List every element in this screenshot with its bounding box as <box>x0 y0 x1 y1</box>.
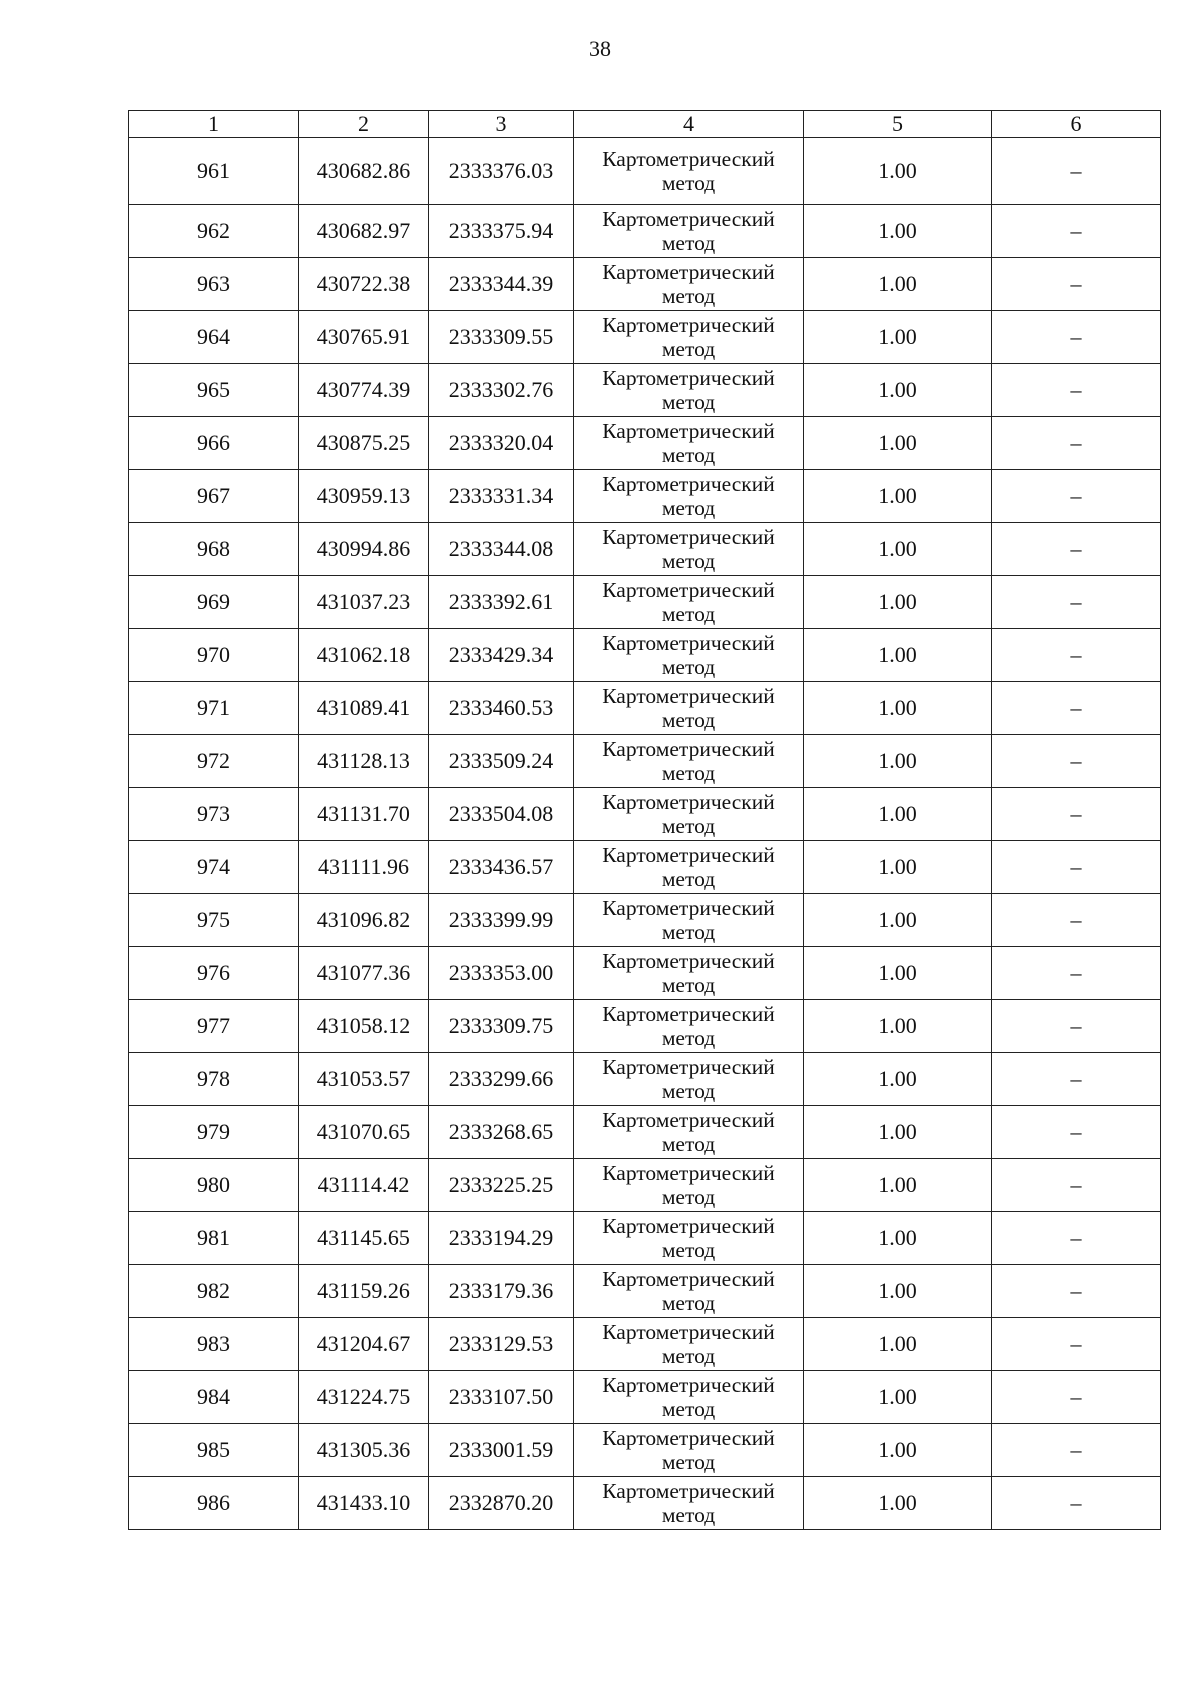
x-coordinate-cell: 431145.65 <box>299 1212 429 1265</box>
y-coordinate-cell: 2332870.20 <box>429 1477 574 1530</box>
note-cell: – <box>992 1159 1161 1212</box>
header-row <box>129 111 1161 138</box>
method-line-1: Картометрический <box>602 313 775 337</box>
x-coordinate-cell: 431053.57 <box>299 1053 429 1106</box>
method-line-2: метод <box>661 337 716 361</box>
header-col-6: 6 <box>992 111 1161 138</box>
table-row <box>129 947 1161 1000</box>
note-cell: – <box>992 1106 1161 1159</box>
method-line-1: Картометрический <box>602 1373 775 1397</box>
method-line-2: метод <box>661 1026 716 1050</box>
y-coordinate-cell: 2333268.65 <box>429 1106 574 1159</box>
method-cell <box>574 1106 804 1159</box>
method-line-2: метод <box>661 390 716 414</box>
accuracy-cell: 1.00 <box>804 1053 992 1106</box>
note-cell: – <box>992 1477 1161 1530</box>
accuracy-cell: 1.00 <box>804 629 992 682</box>
header-col-5: 5 <box>804 111 992 138</box>
method-cell <box>574 311 804 364</box>
point-number-cell: 975 <box>129 894 299 947</box>
y-coordinate-cell: 2333320.04 <box>429 417 574 470</box>
method-line-1: Картометрический <box>602 631 775 655</box>
table-row <box>129 205 1161 258</box>
accuracy-cell: 1.00 <box>804 1106 992 1159</box>
y-coordinate-cell: 2333299.66 <box>429 1053 574 1106</box>
method-line-1: Картометрический <box>602 260 775 284</box>
method-line-1: Картометрический <box>602 1426 775 1450</box>
x-coordinate-cell: 430682.86 <box>299 138 429 205</box>
table-row <box>129 417 1161 470</box>
x-coordinate-cell: 430765.91 <box>299 311 429 364</box>
accuracy-cell: 1.00 <box>804 841 992 894</box>
method-cell <box>574 1159 804 1212</box>
table-row <box>129 788 1161 841</box>
method-cell <box>574 788 804 841</box>
accuracy-cell: 1.00 <box>804 1265 992 1318</box>
note-cell: – <box>992 1212 1161 1265</box>
y-coordinate-cell: 2333460.53 <box>429 682 574 735</box>
accuracy-cell: 1.00 <box>804 576 992 629</box>
method-line-2: метод <box>661 284 716 308</box>
note-cell: – <box>992 841 1161 894</box>
table-row <box>129 523 1161 576</box>
x-coordinate-cell: 431433.10 <box>299 1477 429 1530</box>
method-cell <box>574 894 804 947</box>
x-coordinate-cell: 430959.13 <box>299 470 429 523</box>
x-coordinate-cell: 430994.86 <box>299 523 429 576</box>
method-line-2: метод <box>661 1185 716 1209</box>
table-row <box>129 1053 1161 1106</box>
y-coordinate-cell: 2333344.39 <box>429 258 574 311</box>
table-row <box>129 1265 1161 1318</box>
method-cell <box>574 523 804 576</box>
point-number-cell: 964 <box>129 311 299 364</box>
method-line-2: метод <box>661 973 716 997</box>
x-coordinate-cell: 431089.41 <box>299 682 429 735</box>
method-cell <box>574 947 804 1000</box>
accuracy-cell: 1.00 <box>804 735 992 788</box>
method-cell <box>574 1265 804 1318</box>
note-cell: – <box>992 311 1161 364</box>
table-row <box>129 1318 1161 1371</box>
method-line-2: метод <box>661 1503 716 1527</box>
method-cell <box>574 629 804 682</box>
method-cell <box>574 841 804 894</box>
method-line-2: метод <box>661 1238 716 1262</box>
point-number-cell: 972 <box>129 735 299 788</box>
note-cell: – <box>992 629 1161 682</box>
method-line-2: метод <box>661 496 716 520</box>
y-coordinate-cell: 2333399.99 <box>429 894 574 947</box>
point-number-cell: 983 <box>129 1318 299 1371</box>
x-coordinate-cell: 430682.97 <box>299 205 429 258</box>
method-cell <box>574 138 804 205</box>
method-line-1: Картометрический <box>602 737 775 761</box>
y-coordinate-cell: 2333436.57 <box>429 841 574 894</box>
y-coordinate-cell: 2333509.24 <box>429 735 574 788</box>
point-number-cell: 986 <box>129 1477 299 1530</box>
method-line-2: метод <box>661 814 716 838</box>
method-line-1: Картометрический <box>602 684 775 708</box>
point-number-cell: 973 <box>129 788 299 841</box>
method-cell <box>574 1477 804 1530</box>
note-cell: – <box>992 417 1161 470</box>
method-line-1: Картометрический <box>602 949 775 973</box>
note-cell: – <box>992 1053 1161 1106</box>
method-line-1: Картометрический <box>602 366 775 390</box>
method-cell <box>574 258 804 311</box>
note-cell: – <box>992 894 1161 947</box>
accuracy-cell: 1.00 <box>804 1159 992 1212</box>
method-line-2: метод <box>661 231 716 255</box>
accuracy-cell: 1.00 <box>804 947 992 1000</box>
y-coordinate-cell: 2333107.50 <box>429 1371 574 1424</box>
method-cell <box>574 364 804 417</box>
x-coordinate-cell: 431131.70 <box>299 788 429 841</box>
method-line-2: метод <box>661 171 716 195</box>
table-row <box>129 470 1161 523</box>
method-cell <box>574 470 804 523</box>
table-row <box>129 735 1161 788</box>
x-coordinate-cell: 431062.18 <box>299 629 429 682</box>
page-number: 38 <box>589 36 611 61</box>
table-row <box>129 841 1161 894</box>
y-coordinate-cell: 2333375.94 <box>429 205 574 258</box>
y-coordinate-cell: 2333504.08 <box>429 788 574 841</box>
x-coordinate-cell: 431077.36 <box>299 947 429 1000</box>
y-coordinate-cell: 2333001.59 <box>429 1424 574 1477</box>
table-body <box>129 138 1161 1530</box>
method-cell <box>574 417 804 470</box>
table-row <box>129 1371 1161 1424</box>
accuracy-cell: 1.00 <box>804 682 992 735</box>
method-line-1: Картометрический <box>602 896 775 920</box>
note-cell: – <box>992 1265 1161 1318</box>
table-row <box>129 311 1161 364</box>
accuracy-cell: 1.00 <box>804 1212 992 1265</box>
note-cell: – <box>992 682 1161 735</box>
method-line-1: Картометрический <box>602 147 775 171</box>
y-coordinate-cell: 2333309.55 <box>429 311 574 364</box>
x-coordinate-cell: 431204.67 <box>299 1318 429 1371</box>
method-line-2: метод <box>661 1291 716 1315</box>
table-row <box>129 138 1161 205</box>
point-number-cell: 981 <box>129 1212 299 1265</box>
method-line-2: метод <box>661 920 716 944</box>
table-row <box>129 364 1161 417</box>
table-row <box>129 629 1161 682</box>
x-coordinate-cell: 431159.26 <box>299 1265 429 1318</box>
y-coordinate-cell: 2333225.25 <box>429 1159 574 1212</box>
y-coordinate-cell: 2333302.76 <box>429 364 574 417</box>
accuracy-cell: 1.00 <box>804 470 992 523</box>
method-cell <box>574 1000 804 1053</box>
point-number-cell: 963 <box>129 258 299 311</box>
accuracy-cell: 1.00 <box>804 205 992 258</box>
x-coordinate-cell: 431096.82 <box>299 894 429 947</box>
method-line-2: метод <box>661 602 716 626</box>
note-cell: – <box>992 138 1161 205</box>
header-col-1: 1 <box>129 111 299 138</box>
accuracy-cell: 1.00 <box>804 1318 992 1371</box>
y-coordinate-cell: 2333429.34 <box>429 629 574 682</box>
table-row <box>129 1212 1161 1265</box>
method-line-1: Картометрический <box>602 419 775 443</box>
method-cell <box>574 1212 804 1265</box>
table-row <box>129 894 1161 947</box>
accuracy-cell: 1.00 <box>804 364 992 417</box>
method-cell <box>574 682 804 735</box>
note-cell: – <box>992 470 1161 523</box>
table-row <box>129 1477 1161 1530</box>
y-coordinate-cell: 2333309.75 <box>429 1000 574 1053</box>
table-row <box>129 1000 1161 1053</box>
method-line-1: Картометрический <box>602 1267 775 1291</box>
point-number-cell: 968 <box>129 523 299 576</box>
table-row <box>129 1159 1161 1212</box>
method-cell <box>574 205 804 258</box>
method-line-1: Картометрический <box>602 578 775 602</box>
header-col-4: 4 <box>574 111 804 138</box>
method-cell <box>574 1371 804 1424</box>
note-cell: – <box>992 735 1161 788</box>
method-line-1: Картометрический <box>602 1479 775 1503</box>
method-line-1: Картометрический <box>602 1320 775 1344</box>
point-number-cell: 985 <box>129 1424 299 1477</box>
y-coordinate-cell: 2333194.29 <box>429 1212 574 1265</box>
point-number-cell: 979 <box>129 1106 299 1159</box>
accuracy-cell: 1.00 <box>804 1371 992 1424</box>
point-number-cell: 965 <box>129 364 299 417</box>
method-line-1: Картометрический <box>602 790 775 814</box>
method-line-1: Картометрический <box>602 1108 775 1132</box>
method-line-1: Картометрический <box>602 525 775 549</box>
note-cell: – <box>992 1318 1161 1371</box>
x-coordinate-cell: 431128.13 <box>299 735 429 788</box>
method-cell <box>574 735 804 788</box>
accuracy-cell: 1.00 <box>804 1000 992 1053</box>
note-cell: – <box>992 1371 1161 1424</box>
method-line-2: метод <box>661 1079 716 1103</box>
y-coordinate-cell: 2333344.08 <box>429 523 574 576</box>
note-cell: – <box>992 576 1161 629</box>
point-number-cell: 967 <box>129 470 299 523</box>
header-col-3: 3 <box>429 111 574 138</box>
x-coordinate-cell: 430774.39 <box>299 364 429 417</box>
y-coordinate-cell: 2333376.03 <box>429 138 574 205</box>
point-number-cell: 970 <box>129 629 299 682</box>
note-cell: – <box>992 364 1161 417</box>
x-coordinate-cell: 431058.12 <box>299 1000 429 1053</box>
header-col-2: 2 <box>299 111 429 138</box>
method-line-2: метод <box>661 655 716 679</box>
x-coordinate-cell: 430875.25 <box>299 417 429 470</box>
table-row <box>129 576 1161 629</box>
method-line-2: метод <box>661 549 716 573</box>
note-cell: – <box>992 947 1161 1000</box>
x-coordinate-cell: 431305.36 <box>299 1424 429 1477</box>
method-line-2: метод <box>661 761 716 785</box>
point-number-cell: 962 <box>129 205 299 258</box>
point-number-cell: 969 <box>129 576 299 629</box>
note-cell: – <box>992 258 1161 311</box>
point-number-cell: 978 <box>129 1053 299 1106</box>
table-row <box>129 1424 1161 1477</box>
method-line-2: метод <box>661 708 716 732</box>
note-cell: – <box>992 1000 1161 1053</box>
note-cell: – <box>992 205 1161 258</box>
method-line-1: Картометрический <box>602 843 775 867</box>
y-coordinate-cell: 2333179.36 <box>429 1265 574 1318</box>
method-line-2: метод <box>661 1397 716 1421</box>
y-coordinate-cell: 2333331.34 <box>429 470 574 523</box>
method-cell <box>574 576 804 629</box>
point-number-cell: 976 <box>129 947 299 1000</box>
note-cell: – <box>992 788 1161 841</box>
method-line-2: метод <box>661 867 716 891</box>
method-line-2: метод <box>661 1344 716 1368</box>
point-number-cell: 984 <box>129 1371 299 1424</box>
point-number-cell: 961 <box>129 138 299 205</box>
accuracy-cell: 1.00 <box>804 523 992 576</box>
point-number-cell: 980 <box>129 1159 299 1212</box>
method-cell <box>574 1053 804 1106</box>
method-line-2: метод <box>661 1132 716 1156</box>
note-cell: – <box>992 523 1161 576</box>
note-cell: – <box>992 1424 1161 1477</box>
x-coordinate-cell: 431037.23 <box>299 576 429 629</box>
y-coordinate-cell: 2333129.53 <box>429 1318 574 1371</box>
accuracy-cell: 1.00 <box>804 1424 992 1477</box>
y-coordinate-cell: 2333392.61 <box>429 576 574 629</box>
x-coordinate-cell: 431114.42 <box>299 1159 429 1212</box>
accuracy-cell: 1.00 <box>804 311 992 364</box>
point-number-cell: 971 <box>129 682 299 735</box>
accuracy-cell: 1.00 <box>804 417 992 470</box>
accuracy-cell: 1.00 <box>804 258 992 311</box>
method-cell <box>574 1318 804 1371</box>
x-coordinate-cell: 430722.38 <box>299 258 429 311</box>
x-coordinate-cell: 431111.96 <box>299 841 429 894</box>
accuracy-cell: 1.00 <box>804 894 992 947</box>
accuracy-cell: 1.00 <box>804 1477 992 1530</box>
method-line-1: Картометрический <box>602 207 775 231</box>
x-coordinate-cell: 431224.75 <box>299 1371 429 1424</box>
method-line-1: Картометрический <box>602 1161 775 1185</box>
method-line-1: Картометрический <box>602 472 775 496</box>
accuracy-cell: 1.00 <box>804 138 992 205</box>
point-number-cell: 974 <box>129 841 299 894</box>
table-row <box>129 1106 1161 1159</box>
y-coordinate-cell: 2333353.00 <box>429 947 574 1000</box>
method-line-2: метод <box>661 1450 716 1474</box>
table-header <box>129 111 1161 138</box>
method-line-1: Картометрический <box>602 1214 775 1238</box>
point-number-cell: 966 <box>129 417 299 470</box>
accuracy-cell: 1.00 <box>804 788 992 841</box>
coordinates-table <box>128 110 1161 1530</box>
point-number-cell: 982 <box>129 1265 299 1318</box>
table-row <box>129 258 1161 311</box>
method-cell <box>574 1424 804 1477</box>
method-line-1: Картометрический <box>602 1002 775 1026</box>
point-number-cell: 977 <box>129 1000 299 1053</box>
x-coordinate-cell: 431070.65 <box>299 1106 429 1159</box>
method-line-2: метод <box>661 443 716 467</box>
table-row <box>129 682 1161 735</box>
method-line-1: Картометрический <box>602 1055 775 1079</box>
